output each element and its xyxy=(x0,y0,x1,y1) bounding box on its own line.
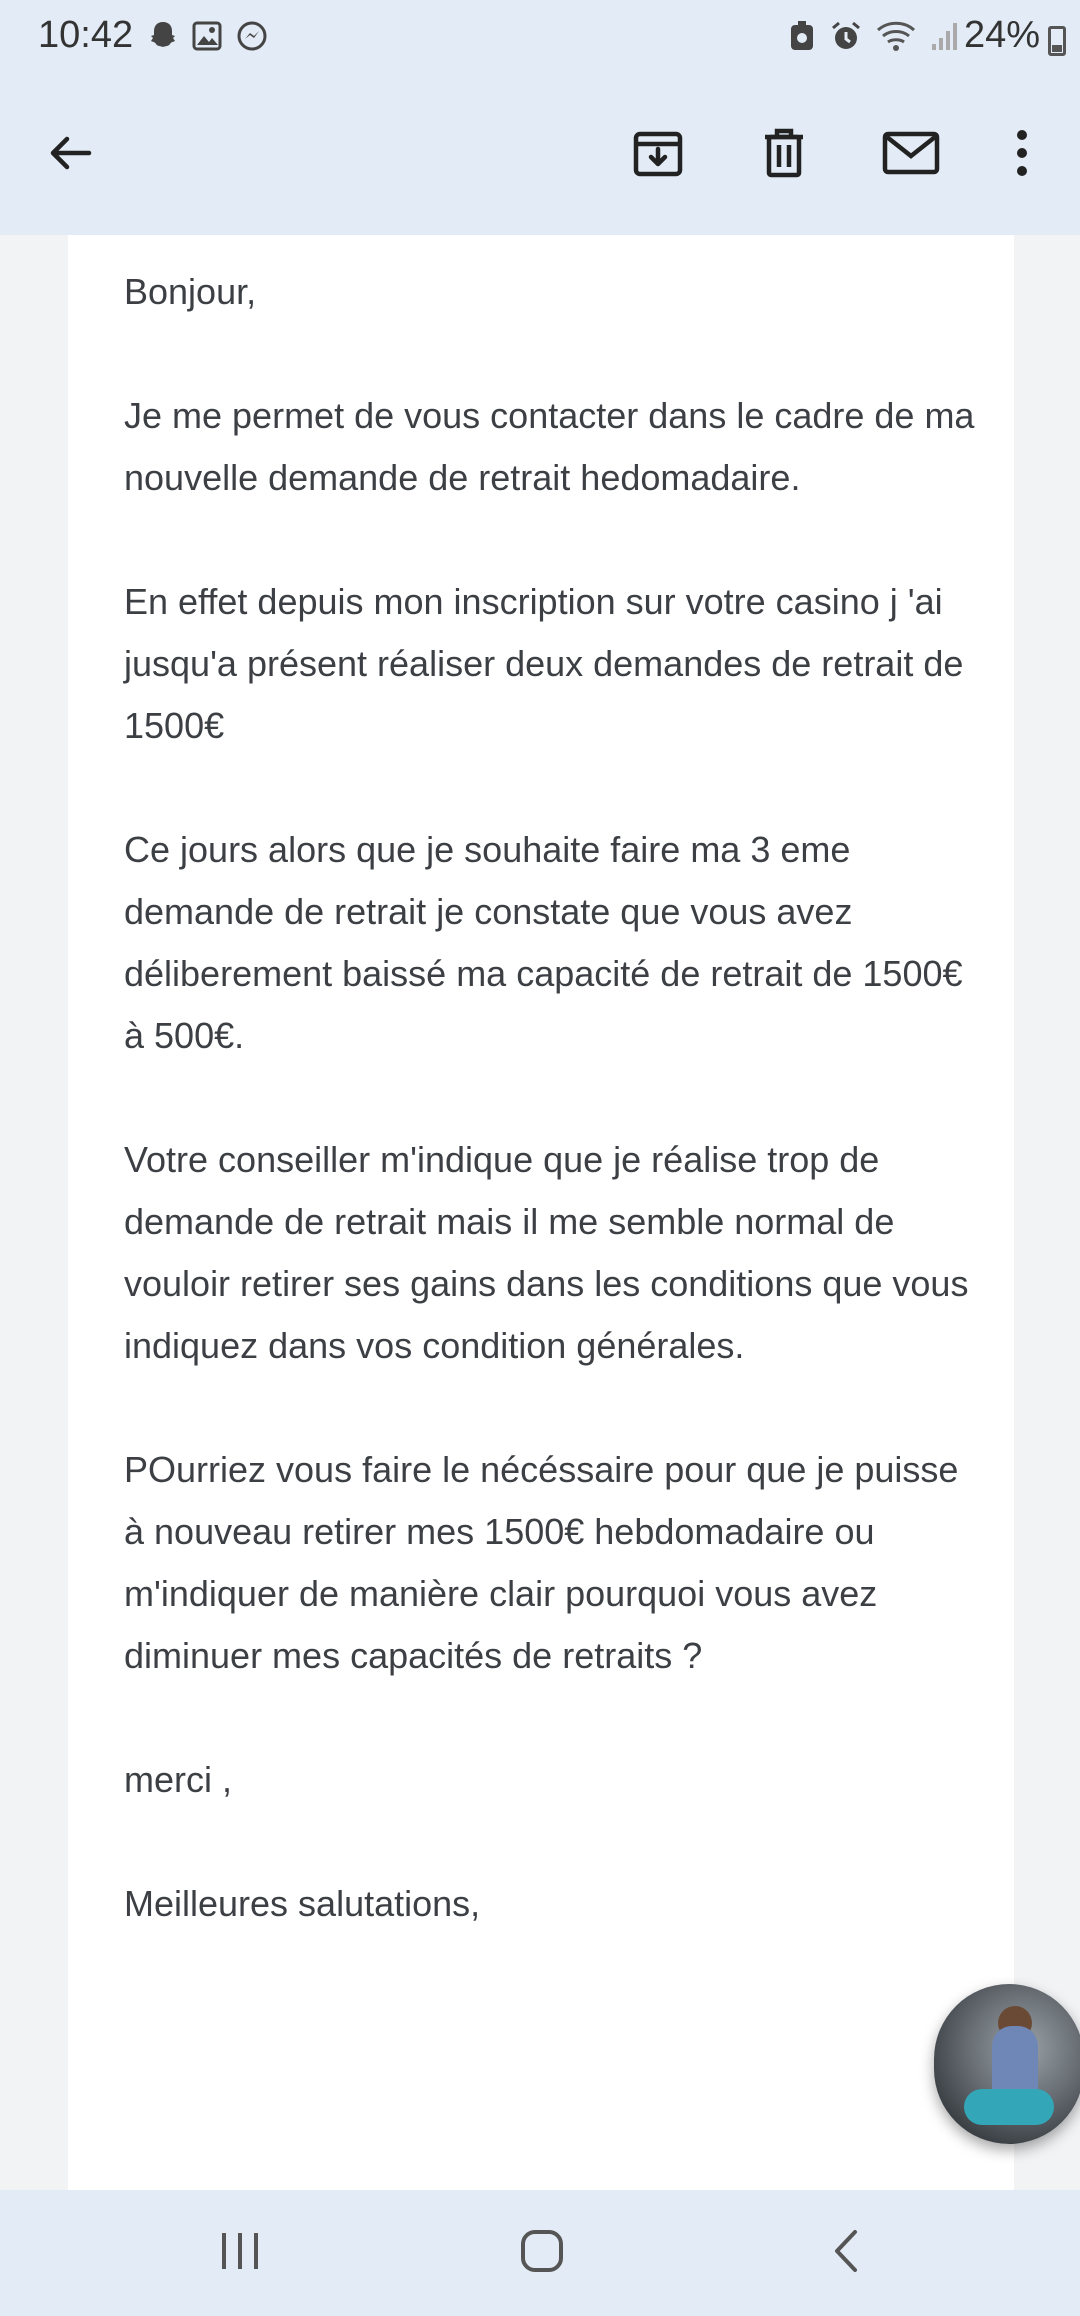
archive-button[interactable] xyxy=(618,115,698,195)
system-status-icons xyxy=(788,20,960,57)
email-paragraph: Je me permet de vous contacter dans le cadre de ma nouvelle demande de retrait hedomadaire. xyxy=(124,395,975,498)
recent-apps-icon xyxy=(218,2231,262,2276)
email-paragraph: Bonjour, xyxy=(124,271,257,312)
status-bar xyxy=(0,0,1080,80)
back-arrow-icon xyxy=(45,128,95,183)
home-icon xyxy=(519,2228,565,2279)
bubble-person-skirt xyxy=(964,2089,1054,2125)
notification-icons xyxy=(148,20,268,57)
gallery-icon xyxy=(192,21,222,56)
more-options-icon xyxy=(1012,126,1032,185)
data-saver-icon xyxy=(788,20,816,57)
mark-unread-icon xyxy=(882,130,940,181)
more-options-button[interactable] xyxy=(982,115,1062,195)
status-time: 10:42 xyxy=(38,14,134,56)
alarm-icon xyxy=(830,20,862,57)
nav-back-button[interactable] xyxy=(806,2220,886,2286)
system-navigation-bar xyxy=(0,2190,1080,2316)
home-button[interactable] xyxy=(502,2220,582,2286)
archive-icon xyxy=(631,126,685,185)
recent-apps-button[interactable] xyxy=(200,2220,280,2286)
back-icon xyxy=(831,2228,861,2279)
signal-icon xyxy=(930,20,960,57)
mark-unread-button[interactable] xyxy=(871,115,951,195)
messenger-icon xyxy=(236,20,268,57)
delete-icon xyxy=(759,126,809,185)
email-message-card xyxy=(68,235,1014,2190)
email-paragraph: En effet depuis mon inscription sur votre casino j 'ai jusqu'a présent réaliser deux demandes de retrait de 1500€ xyxy=(124,581,964,746)
snapchat-icon xyxy=(148,20,178,57)
floating-video-bubble[interactable] xyxy=(934,1984,1080,2144)
email-paragraph: POurriez vous faire le nécéssaire pour que je puisse à nouveau retirer mes 1500€ hebdomadaire ou m'indiquer de manière clair pourquoi vous avez diminuer mes capacités de retraits ? xyxy=(124,1449,959,1676)
wifi-icon xyxy=(876,20,916,57)
email-paragraph: Votre conseiller m'indique que je réalise trop de demande de retrait mais il me semble normal de vouloir retirer ses gains dans les conditions que vous indiquez dans vos condition générales. xyxy=(124,1139,969,1366)
email-paragraph: Ce jours alors que je souhaite faire ma 3 eme demande de retrait je constate que vous avez déliberement baissé ma capacité de retrait de 1500€ à 500€. xyxy=(124,829,963,1056)
email-body xyxy=(124,261,984,1997)
email-paragraph: merci , xyxy=(124,1759,232,1800)
email-paragraph: Meilleures salutations, xyxy=(124,1883,481,1924)
back-button[interactable] xyxy=(30,115,110,195)
battery-icon xyxy=(1048,26,1066,56)
email-content-area[interactable] xyxy=(0,235,1080,2190)
delete-button[interactable] xyxy=(744,115,824,195)
email-toolbar xyxy=(0,80,1080,235)
battery-percentage: 24% xyxy=(963,14,1040,56)
